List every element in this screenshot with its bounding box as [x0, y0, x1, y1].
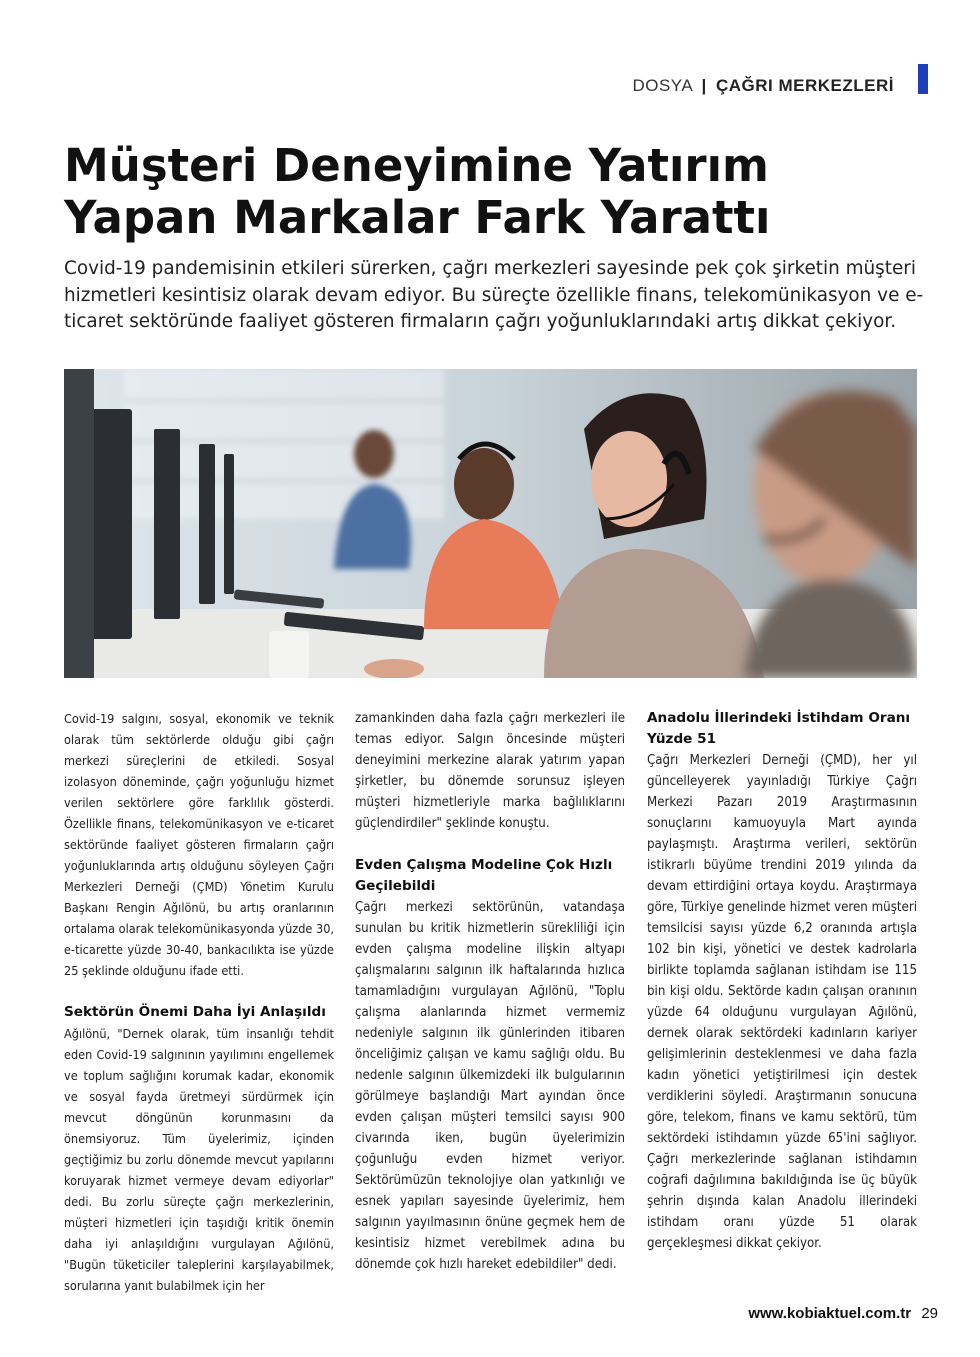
footer-website: www.kobiaktuel.com.tr	[748, 1305, 912, 1322]
col2-subheading: Evden Çalışma Modeline Çok Hızlı Geçilebildi	[355, 857, 613, 894]
col2-paragraph-2: Çağrı merkezi sektörünün, vatandaşa sunulan bu kritik hizmetlerin sürekliliği için evden çalışma modeline ilişkin altyapı çalışmalarını salgının ilk haftalarında hızlıca tamamladığını vurgulayan Ağılönü, "Toplu çalışma alanlarında hizmet vermemiz nedeniyle salgının ilk günlerinden itibaren önceliğimiz çalışan ve kamu sağlığı oldu. Bu nedenle salgının ülkemizdeki ilk bulgularının görülmeye başlandığı Mart ayından önce evden çalışan müşteri temsilci sayısı 900 civarında iken, bugün üyelerimizin çoğunluğu evden hizmet veriyor. Sektörümüzün teknolojiye olan yatkınlığı ve esnek yapıları sayesinde üyelerimiz, hem salgının yayılmasının önüne geçmek hem de kesintisiz hizmet verebilmek adına bu dönemde çok hızlı hareket edebildiler" dedi.	[355, 900, 625, 1272]
title-line-1: Müşteri Deneyimine Yatırım	[64, 139, 769, 192]
col3-subheading: Anadolu İllerindeki İstihdam Oranı Yüzde 51	[647, 710, 911, 747]
article-lede: Covid-19 pandemisinin etkileri sürerken, çağrı merkezleri sayesinde pek çok şirketin müşteri hizmetleri kesintisiz olarak devam ediyor. Bu süreçte özellikle finans, telekomünikasyon ve e-ticaret sektöründe faaliyet gösteren firmaların çağrı yoğunluklarındaki artış dikkat çekiyor.	[64, 258, 924, 332]
call-center-photo-illustration	[64, 369, 917, 678]
col1-paragraph-1: Covid-19 salgını, sosyal, ekonomik ve teknik olarak tüm sektörlerde olduğu gibi çağrı merkezi süreçlerini de etkiledi. Sosyal izolasyon döneminde, çağrı yoğunluğu hizmet verilen sektörlere göre farklılık gösterdi. Özellikle finans, telekomünikasyon ve e-ticaret sektöründe faaliyet gösteren firmaların çağrı yoğunluklarında artış olduğunu söyleyen Çağrı Merkezleri Derneği (ÇMD) Yönetim Kurulu Başkanı Rengin Ağılönü, bu artış oranlarının ortalama olarak telekomünikasyonda yüzde 30, e-ticarette yüzde 30-40, bankacılıkta ise yüzde 25 şeklinde olduğunu ifade etti.	[64, 711, 334, 978]
article-column-3	[647, 708, 917, 1254]
section-header	[632, 76, 894, 96]
page-footer	[748, 1305, 938, 1322]
col1-subheading: Sektörün Önemi Daha İyi Anlaşıldı	[64, 1004, 326, 1020]
title-line-2: Yapan Markalar Fark Yarattı	[64, 191, 771, 244]
call-center-photo	[64, 369, 917, 678]
article-column-2	[355, 708, 625, 1275]
article-title	[64, 140, 924, 244]
page-number: 29	[921, 1305, 938, 1322]
article-column-1	[64, 708, 334, 1296]
section-label: DOSYA	[632, 76, 693, 95]
col2-paragraph-1: zamankinden daha fazla çağrı merkezleri ile temas ediyor. Salgın öncesinde müşteri deneyimini merkezine alarak yatırım yapan şirketler, bu dönemde sorunsuz işleyen müşteri hizmetleriyle marka bağlılıklarını güçlendirdiler" şeklinde konuştu.	[355, 711, 625, 831]
col1-paragraph-2: Ağılönü, "Dernek olarak, tüm insanlığı tehdit eden Covid-19 salgınının yayılımını engellemek ve toplum sağlığını korumak kadar, ekonomik ve sosyal fayda üretmeyi sürdürmek için mevcut döngünün korunmasını da önemsiyoruz. Tüm üyelerimiz, içinden geçtiğimiz bu zorlu dönemde mevcut yapılarını koruyarak hizmet vermeye devam ediyorlar" dedi. Bu zorlu süreçte çağrı merkezlerinin, müşteri hizmetleri için taşıdığı kritik önemin daha iyi anlaşıldığını vurgulayan Ağılönü, "Bugün tüketiciler taleplerini karşılayabilmek, sorularına yanıt bulabilmek için her	[64, 1026, 334, 1293]
section-accent-tab	[918, 64, 928, 94]
section-topic: ÇAĞRI MERKEZLERİ	[716, 76, 894, 95]
section-separator: |	[701, 76, 707, 95]
col3-paragraph-1: Çağrı Merkezleri Derneği (ÇMD), her yıl güncelleyerek yayınladığı Türkiye Çağrı Merkezi Pazarı 2019 Araştırmasının sonuçlarını kamuoyuyla Mart ayında paylaşmıştı. Araştırma verileri, sektörün istikrarlı büyüme trendini 2019 yılında da devam ettirdiğini ortaya koydu. Araştırmaya göre, Türkiye genelinde hizmet veren müşteri temsilcisi sayısı yüzde 6,2 oranında artışla 102 bin kişi, yönetici ve destek kadrolarla birlikte toplamda sağlanan istihdam ise 115 bin kişi oldu. Sektörde kadın çalışan oranının yüzde 64 olduğunu vurgulayan Ağılönü, dernek olarak sektördeki kadınların kariyer gelişimlerinin desteklenmesi ve daha fazla kadın yönetici yetiştirilmesi için destek verdiklerini söyledi. Araştırmanın sonucuna göre, telekom, finans ve kamu sektörü, tüm sektördeki istihdamın yüzde 65'ini sağlıyor. Çağrı merkezlerinde sağlanan istihdamın coğrafi dağılımına bakıldığında ise üç büyük şehrin dışında kalan Anadolu illerindeki istihdam oranı yüzde 51 olarak gerçekleşmesi dikkat çekiyor.	[647, 753, 917, 1251]
